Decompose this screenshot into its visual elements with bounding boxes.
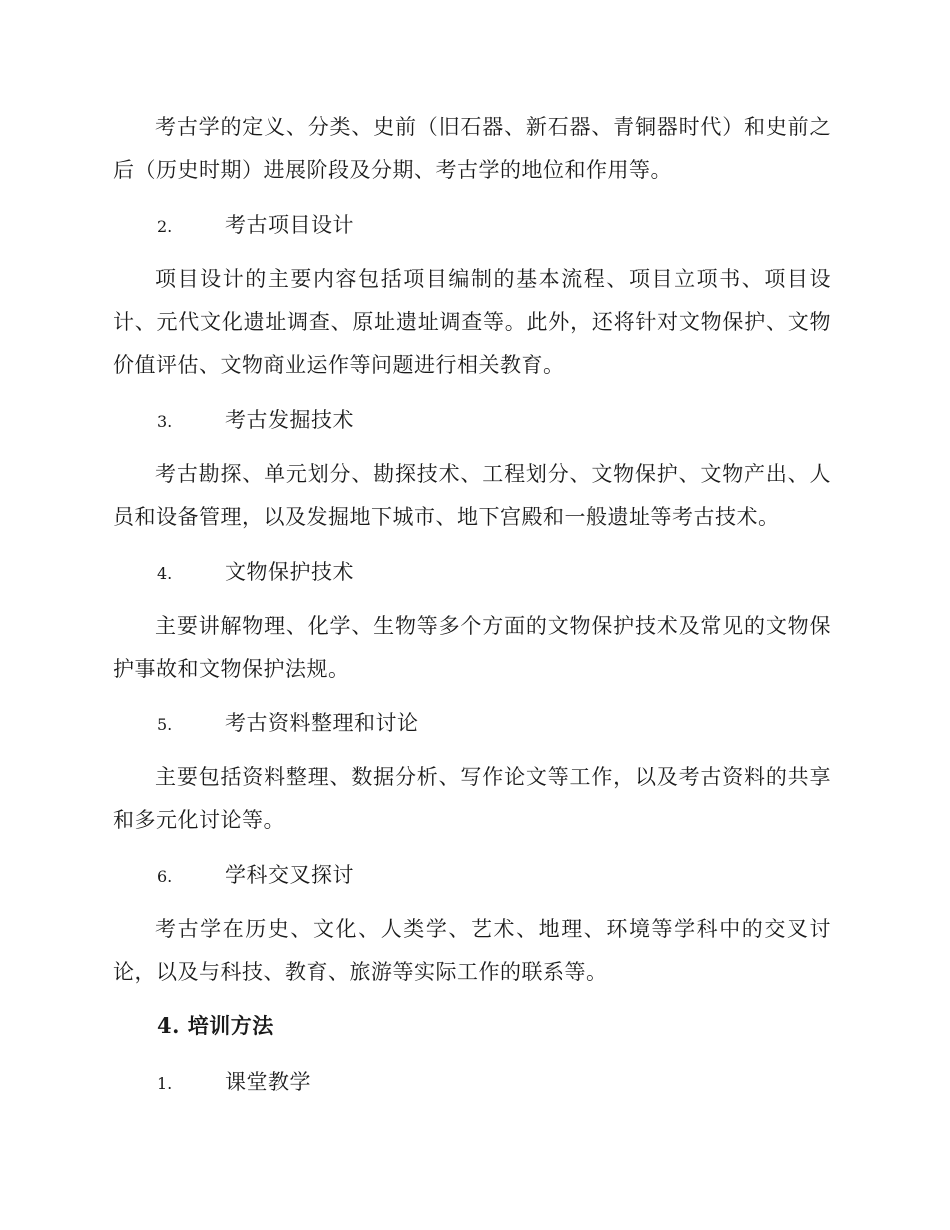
list-item-title: 学科交叉探讨	[225, 863, 354, 887]
list-item-conservation	[157, 557, 354, 587]
list-item-number: 4.	[157, 564, 173, 583]
list-item-interdisciplinary	[157, 860, 354, 890]
section-heading-training-methods: 4. 培训方法	[157, 1013, 274, 1038]
paragraph-data-organization: 主要包括资料整理、数据分析、写作论文等工作，以及考古资料的共享和多元化讨论等。	[113, 765, 831, 832]
paragraph-archaeology-definition: 考古学的定义、分类、史前（旧石器、新石器、青铜器时代）和史前之后（历史时期）进展阶段及分期、考古学的地位和作用等。	[113, 115, 831, 182]
list-item-title: 考古发掘技术	[225, 408, 354, 432]
list-item-classroom-teaching	[157, 1067, 311, 1097]
paragraph-excavation: 考古勘探、单元划分、勘探技术、工程划分、文物保护、文物产出、人员和设备管理，以及发掘地下城市、地下宫殿和一般遗址等考古技术。	[113, 462, 831, 529]
list-item-title: 考古项目设计	[225, 213, 354, 237]
list-item-title: 课堂教学	[225, 1070, 311, 1094]
paragraph-interdisciplinary: 考古学在历史、文化、人类学、艺术、地理、环境等学科中的交叉讨论，以及与科技、教育、旅游等实际工作的联系等。	[113, 917, 831, 984]
list-item-title: 考古资料整理和讨论	[225, 711, 419, 735]
paragraph-project-design: 项目设计的主要内容包括项目编制的基本流程、项目立项书、项目设计、元代文化遗址调查、原址遗址调查等。此外，还将针对文物保护、文物价值评估、文物商业运作等问题进行相关教育。	[113, 267, 831, 377]
list-item-excavation	[157, 405, 354, 435]
list-item-number: 6.	[157, 867, 173, 886]
list-item-number: 1.	[157, 1074, 173, 1093]
list-item-project-design	[157, 210, 354, 240]
list-item-data-organization	[157, 708, 419, 738]
list-item-title: 文物保护技术	[225, 560, 354, 584]
paragraph-conservation: 主要讲解物理、化学、生物等多个方面的文物保护技术及常见的文物保护事故和文物保护法规。	[113, 614, 831, 681]
list-item-number: 2.	[157, 217, 173, 236]
list-item-number: 5.	[157, 715, 173, 734]
list-item-number: 3.	[157, 412, 173, 431]
